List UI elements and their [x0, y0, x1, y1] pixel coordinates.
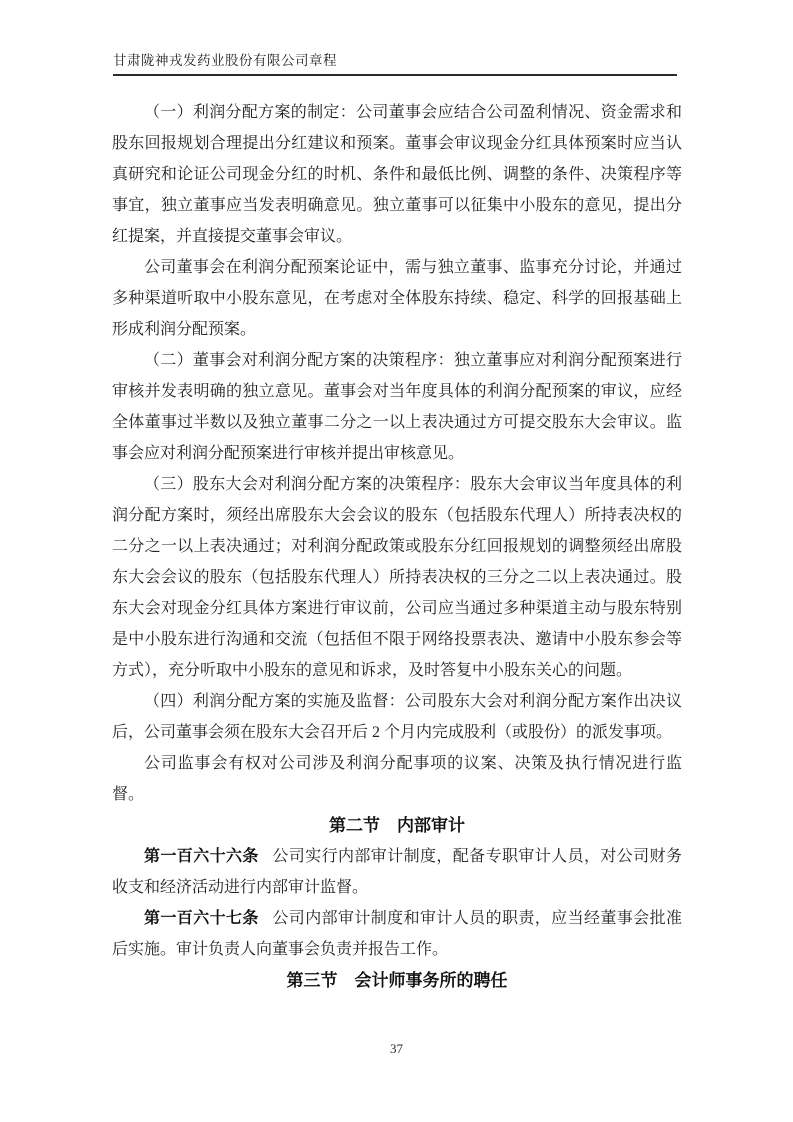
- body-paragraph: （三）股东大会对利润分配方案的决策程序：股东大会审议当年度具体的利润分配方案时，须经出席股东大会会议的股东（包括股东代理人）所持表决权的二分之一以上表决通过；对利润分配政策或股东分红回报规划的调整须经出席股东大会会议的股东（包括股东代理人）所持表决权的三分之二以上表决通过。股东大会对现金分红具体方案进行审议前，公司应当通过多种渠道主动与股东特别是中小股东进行沟通和交流（包括但不限于网络投票表决、邀请中小股东参会等方式），充分听取中小股东的意见和诉求，及时答复中小股东关心的问题。: [112, 476, 682, 679]
- document-title: 甘肃陇神戎发药业股份有限公司章程: [113, 53, 337, 68]
- body-paragraph: 公司监事会有权对公司涉及利润分配事项的议案、决策及执行情况进行监督。: [112, 755, 682, 803]
- document-body: [112, 97, 682, 996]
- article-paragraph: [112, 903, 682, 965]
- body-paragraph: （四）利润分配方案的实施及监督：公司股东大会对利润分配方案作出决议后，公司董事会须在股东大会召开后 2 个月内完成股利（或股份）的派发事项。: [112, 693, 682, 741]
- body-paragraph: （一）利润分配方案的制定：公司董事会应结合公司盈利情况、资金需求和股东回报规划合理提出分红建议和预案。董事会审议现金分红具体预案时应当认真研究和论证公司现金分红的时机、条件和最低比例、调整的条件、决策程序等事宜，独立董事应当发表明确意见。独立董事可以征集中小股东的意见，提出分红提案，并直接提交董事会审议。: [112, 104, 682, 245]
- page-header: [113, 52, 677, 76]
- article-number: 第一百六十七条: [144, 910, 259, 927]
- body-paragraph: 公司董事会在利润分配预案论证中，需与独立董事、监事充分讨论，并通过多种渠道听取中小股东意见，在考虑对全体股东持续、稳定、科学的回报基础上形成利润分配预案。: [112, 259, 682, 338]
- article-paragraph: [112, 841, 682, 903]
- article-text: 公司实行内部审计制度，配备专职审计人员，对公司财务收支和经济活动进行内部审计监督。: [112, 848, 682, 896]
- section-heading: 第三节 会计师事务所的聘任: [286, 971, 508, 990]
- page-footer: [0, 1040, 793, 1058]
- article-text: 公司内部审计制度和审计人员的职责，应当经董事会批准后实施。审计负责人向董事会负责并报告工作。: [112, 910, 682, 958]
- section-heading: 第二节 内部审计: [329, 816, 465, 835]
- article-number: 第一百六十六条: [144, 848, 259, 865]
- body-paragraph: （二）董事会对利润分配方案的决策程序：独立董事应对利润分配预案进行审核并发表明确的独立意见。董事会对当年度具体的利润分配预案的审议，应经全体董事过半数以及独立董事二分之一以上表决通过方可提交股东大会审议。监事会应对利润分配预案进行审核并提出审核意见。: [112, 352, 682, 462]
- page-number: 37: [390, 1041, 403, 1056]
